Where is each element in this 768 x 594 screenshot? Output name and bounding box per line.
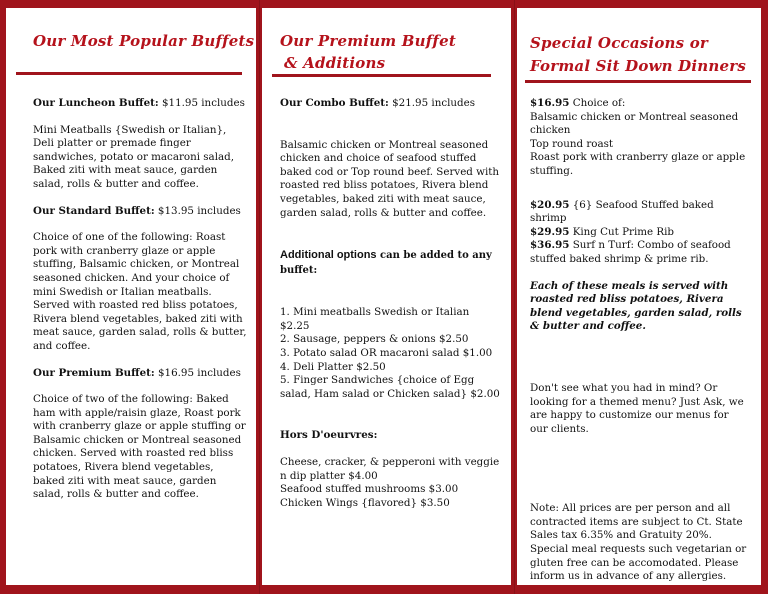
list-item: Seafood stuffed mushrooms $3.00 bbox=[280, 483, 459, 496]
list-item: Balsamic chicken or Montreal seasoned chicken bbox=[530, 110, 739, 137]
premium-buffet-heading: Our Premium Buffet: $16.95 includes bbox=[33, 366, 241, 379]
standard-buffet-heading: Our Standard Buffet: $13.95 includes bbox=[33, 204, 241, 217]
pricing-note: Note: All prices are per person and all contracted items are subject to Ct. State Sales tax 6.35% and Gratuity 20%. Special meal requests such vegetarian or gluten free can be accomodated. Please inform us in advance of any allergies. bbox=[530, 502, 747, 583]
list-item: 4. Deli Platter $2.50 bbox=[280, 360, 386, 373]
heading-divider bbox=[16, 72, 242, 75]
list-item: Top round roast bbox=[530, 137, 614, 150]
panel-heading: Our Most Popular Buffets bbox=[33, 32, 255, 50]
choice-heading: $16.95 Choice of: bbox=[530, 97, 626, 109]
combo-buffet-description: Balsamic chicken or Montreal seasoned chicken and choice of seafood stuffed baked cod or Top round beef. Served with roasted red bliss potatoes, Rivera blend vegetables, baked ziti with meat sauce, garden salad, rolls & butter and coffee. bbox=[280, 138, 500, 219]
panel-premium-additions bbox=[262, 8, 511, 585]
heading-divider bbox=[525, 80, 751, 83]
special-item: $29.95 King Cut Prime Rib bbox=[530, 225, 675, 238]
special-item: $36.95 Surf n Turf: Combo of seafood stuffed baked shrimp & prime rib. bbox=[530, 239, 731, 265]
hors-doeuvres-heading: Hors D'oeurvres: bbox=[280, 429, 378, 442]
panel-special-occasions bbox=[517, 8, 761, 585]
panel-body bbox=[530, 97, 748, 584]
panel-heading-line2: Formal Sit Down Dinners bbox=[530, 57, 746, 75]
heading-divider bbox=[272, 74, 491, 77]
hors-doeuvres-list bbox=[280, 456, 500, 510]
customize-note: Don't see what you had in mind? Or looking for a themed menu? Just Ask, we are happy to customize our menus for our clients. bbox=[530, 381, 744, 435]
list-item: 5. Finger Sandwiches {choice of Egg salad, Ham salad or Chicken salad} $2.00 bbox=[280, 374, 500, 400]
panel-heading-line1: Our Premium Buffet bbox=[280, 32, 456, 50]
additional-options-list bbox=[280, 306, 500, 401]
list-item: 2. Sausage, peppers & onions $2.50 bbox=[280, 333, 469, 346]
panel-heading-line1: Special Occasions or bbox=[530, 34, 709, 52]
luncheon-buffet-description: Mini Meatballs {Swedish or Italian}, Deli platter or premade finger sandwiches, potato or macaroni salad, Baked ziti with meat sauce, garden salad, rolls & butter and coffee. bbox=[33, 123, 234, 190]
fold-line bbox=[259, 0, 260, 594]
served-with-note: Each of these meals is served with roasted red bliss potatoes, Rivera blend vegetables, garden salad, rolls & butter and coffee. bbox=[530, 279, 742, 333]
panel-popular-buffets bbox=[6, 8, 256, 585]
special-item: $20.95 {6} Seafood Stuffed baked shrimp bbox=[530, 198, 714, 225]
combo-buffet-heading: Our Combo Buffet: $21.95 includes bbox=[280, 97, 475, 109]
panel-body bbox=[280, 97, 500, 510]
panel-body bbox=[33, 97, 248, 502]
luncheon-buffet-heading: Our Luncheon Buffet: $11.95 includes bbox=[33, 97, 245, 109]
fold-line bbox=[514, 0, 515, 594]
list-item: Cheese, cracker, & pepperoni with veggie n dip platter $4.00 bbox=[280, 455, 500, 482]
additional-options-heading: Additional options can be added to any buffet: bbox=[280, 249, 492, 277]
list-item: Chicken Wings {flavored} $3.50 bbox=[280, 496, 450, 509]
standard-buffet-description: Choice of one of the following: Roast pork with cranberry glaze or apple stuffing, Balsamic chicken, or Montreal seasoned chicken. And your choice of mini Swedish or Italian meatballs. Served with roasted red bliss potatoes, Rivera blend vegetables, baked ziti with meat sauce, garden salad, rolls & butter, and coffee. bbox=[33, 231, 247, 352]
list-item: 3. Potato salad OR macaroni salad $1.00 bbox=[280, 346, 493, 359]
list-item: 1. Mini meatballs Swedish or Italian $2.25 bbox=[280, 306, 470, 332]
premium-buffet-description: Choice of two of the following: Baked ham with apple/raisin glaze, Roast pork with cranberry glaze or apple stuffing or Balsamic chicken or Montreal seasoned chicken. Served with roasted red bliss potatoes, Rivera blend vegetables, baked ziti with meat sauce, garden salad, rolls & butter and coffee. bbox=[33, 393, 246, 501]
list-item: Roast pork with cranberry glaze or apple stuffing. bbox=[530, 151, 746, 177]
panel-heading-line2: & Additions bbox=[284, 54, 386, 72]
